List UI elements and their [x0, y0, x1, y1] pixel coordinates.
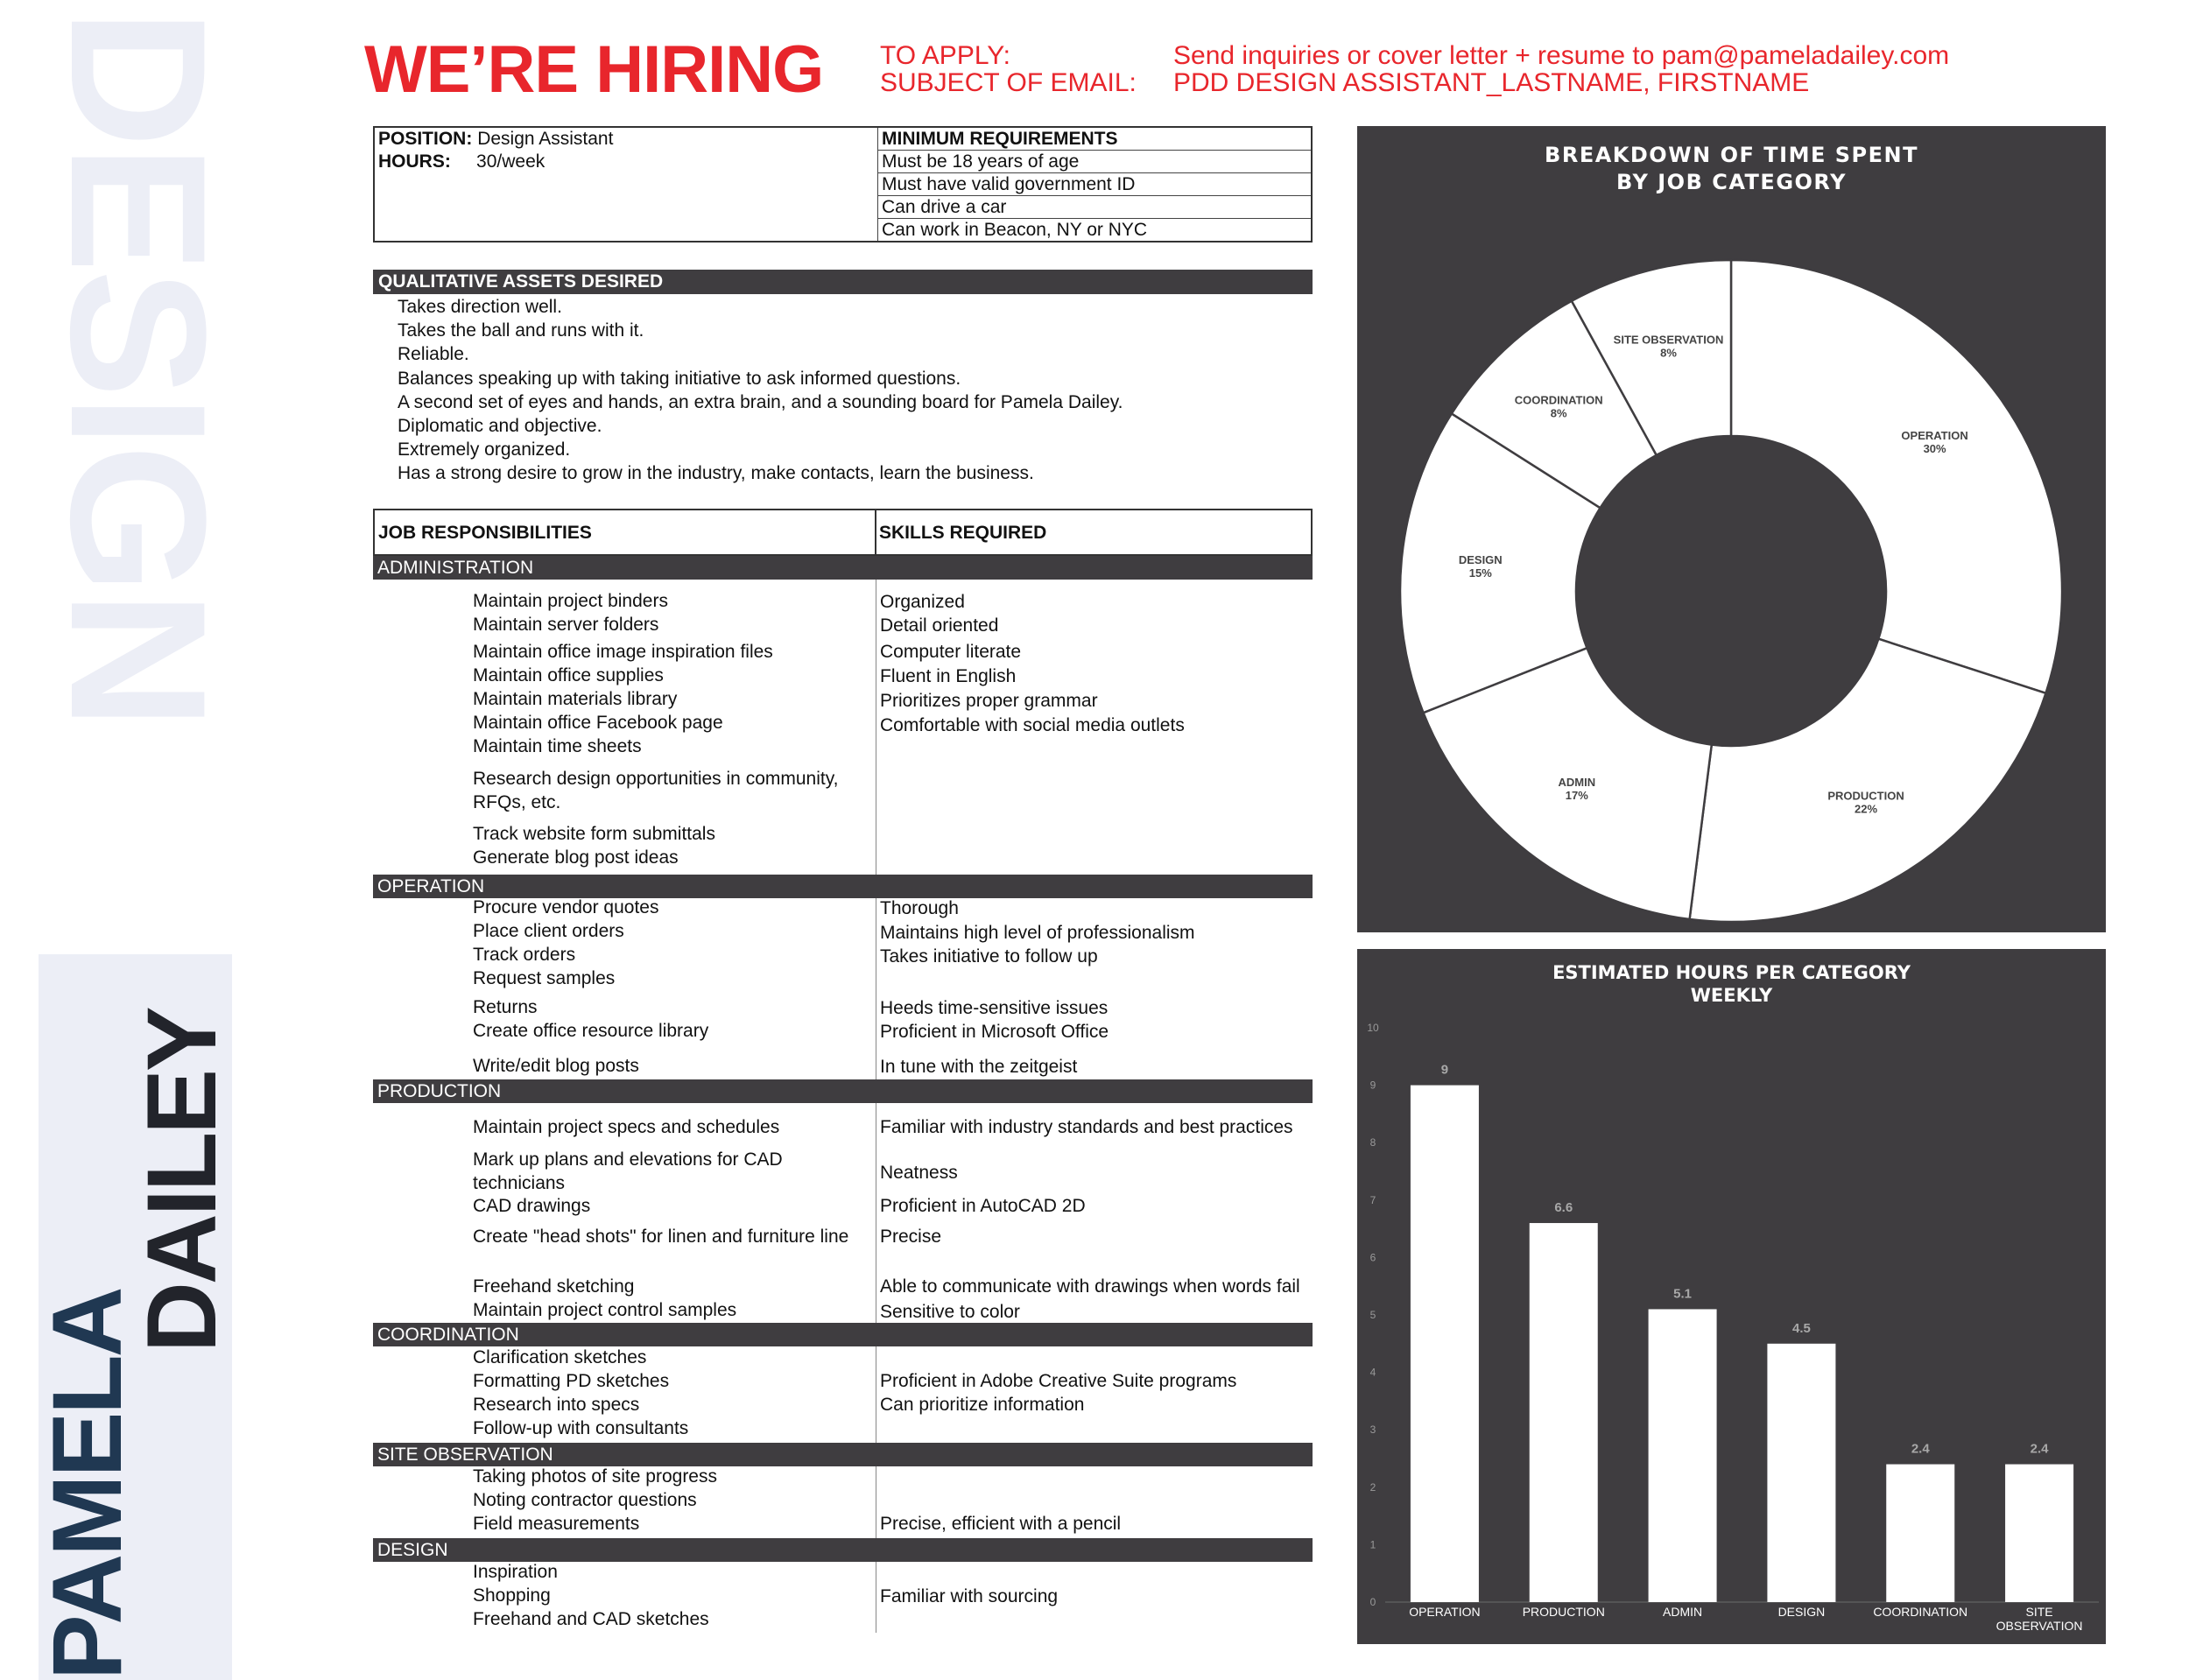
- x-tick-label: OPERATION: [1409, 1605, 1481, 1619]
- responsibility-item: Maintain project binders: [473, 591, 668, 611]
- min-req-header: MINIMUM REQUIREMENTS: [878, 127, 1313, 151]
- brand-column: [0, 0, 246, 1680]
- responsibilities-header: [373, 509, 1313, 556]
- requirement-item: Must have valid government ID: [878, 173, 1313, 196]
- skill-item: Familiar with sourcing: [880, 1586, 1059, 1606]
- skill-item: Can prioritize information: [880, 1395, 1085, 1415]
- responsibility-item: technicians: [473, 1173, 566, 1193]
- responsibility-item: Write/edit blog posts: [473, 1056, 639, 1076]
- responsibility-item: Maintain time sheets: [473, 736, 642, 756]
- requirement-item: Must be 18 years of age: [878, 151, 1313, 173]
- list-item: Diplomatic and objective.: [398, 416, 602, 437]
- responsibility-item: Shopping: [473, 1585, 551, 1606]
- responsibility-item: Procure vendor quotes: [473, 897, 659, 917]
- responsibility-item: Freehand sketching: [473, 1276, 635, 1297]
- skill-item: Proficient in AutoCAD 2D: [880, 1196, 1086, 1216]
- responsibility-item: Mark up plans and elevations for CAD: [473, 1149, 783, 1170]
- list-item: A second set of eyes and hands, an extra brain, and a sounding board for Pamela Dailey.: [398, 391, 1123, 412]
- donut-category-label: PRODUCTION: [1827, 789, 1904, 803]
- section-site-observation: SITE OBSERVATION: [373, 1443, 1313, 1466]
- donut-percent-label: 15%: [1468, 566, 1492, 580]
- skill-item: Familiar with industry standards and best practices: [880, 1117, 1293, 1137]
- y-tick-label: 5: [1369, 1309, 1376, 1321]
- y-tick-label: 9: [1369, 1079, 1376, 1092]
- hours-value: 30/week: [476, 151, 545, 172]
- bar-chart: [1357, 949, 2106, 1644]
- hours-cell: [374, 151, 878, 173]
- x-tick-label: ADMIN: [1663, 1605, 1703, 1619]
- qualitative-list: [398, 295, 1123, 486]
- position-value: Design Assistant: [477, 128, 614, 149]
- responsibility-item: Maintain project control samples: [473, 1300, 737, 1320]
- skill-item: Maintains high level of professionalism: [880, 923, 1195, 943]
- responsibility-item: RFQs, etc.: [473, 792, 561, 812]
- x-tick-label: DESIGN: [1777, 1605, 1826, 1619]
- y-tick-label: 0: [1369, 1596, 1376, 1608]
- responsibilities-header-right: SKILLS REQUIRED: [879, 523, 1047, 543]
- header-divider: [875, 510, 876, 556]
- responsibility-item: Freehand and CAD sketches: [473, 1609, 709, 1629]
- donut-percent-label: 30%: [1923, 442, 1946, 456]
- responsibility-item: Noting contractor questions: [473, 1490, 697, 1510]
- bar-value-label: 9: [1440, 1062, 1449, 1078]
- apply-values: [1173, 42, 1949, 96]
- y-tick-label: 1: [1369, 1538, 1376, 1551]
- skill-item: Organized: [880, 592, 965, 612]
- page-title: WE’RE HIRING: [364, 32, 824, 107]
- donut-title-line: BY JOB CATEGORY: [1616, 170, 1847, 194]
- skill-item: Detail oriented: [880, 615, 999, 636]
- skill-item: Takes initiative to follow up: [880, 946, 1098, 967]
- y-tick-label: 2: [1369, 1480, 1376, 1494]
- donut-hole: [1576, 436, 1886, 746]
- y-tick-label: 7: [1369, 1193, 1376, 1206]
- skill-item: Proficient in Microsoft Office: [880, 1022, 1109, 1042]
- bar-value-label: 2.4: [2030, 1441, 2049, 1457]
- responsibility-item: Generate blog post ideas: [473, 847, 679, 868]
- skill-item: Sensitive to color: [880, 1302, 1020, 1322]
- bar-value-label: 2.4: [1911, 1441, 1930, 1457]
- y-tick-label: 6: [1369, 1251, 1376, 1264]
- hours-label: HOURS:: [378, 151, 451, 172]
- responsibility-item: Create office resource library: [473, 1021, 709, 1041]
- skill-item: Thorough: [880, 898, 959, 918]
- brand-design-word: DESIGN: [31, 9, 246, 727]
- skill-item: Proficient in Adobe Creative Suite programs: [880, 1371, 1237, 1391]
- bar-chart-panel: [1357, 949, 2106, 1644]
- y-tick-label: 8: [1369, 1136, 1376, 1149]
- skill-item: Neatness: [880, 1163, 958, 1183]
- donut-chart-panel: [1357, 126, 2106, 932]
- donut-percent-label: 17%: [1565, 789, 1588, 803]
- section-coordination: COORDINATION: [373, 1323, 1313, 1346]
- skill-item: Prioritizes proper grammar: [880, 691, 1098, 711]
- responsibility-item: Follow-up with consultants: [473, 1418, 689, 1438]
- responsibility-item: Research design opportunities in community,: [473, 769, 839, 789]
- responsibility-item: Inspiration: [473, 1562, 558, 1582]
- donut-category-label: SITE OBSERVATION: [1613, 333, 1724, 347]
- position-table: [373, 126, 1313, 243]
- y-tick-label: 3: [1369, 1423, 1376, 1437]
- responsibilities-header-left: JOB RESPONSIBILITIES: [378, 523, 592, 543]
- position-label: POSITION:: [378, 128, 473, 149]
- y-tick-label: 10: [1367, 1022, 1379, 1034]
- responsibility-item: Maintain materials library: [473, 689, 678, 709]
- apply-labels: [880, 42, 1137, 96]
- x-tick-label: COORDINATION: [1873, 1605, 1968, 1619]
- donut-category-label: OPERATION: [1901, 429, 1968, 443]
- responsibility-item: Request samples: [473, 968, 616, 988]
- bar-title-line: ESTIMATED HOURS PER CATEGORY: [1552, 962, 1911, 983]
- subject-label: SUBJECT OF EMAIL:: [880, 68, 1137, 97]
- bar-operation: [1411, 1086, 1479, 1602]
- responsibility-item: Maintain office image inspiration files: [473, 642, 773, 662]
- bar-admin: [1649, 1309, 1717, 1602]
- list-item: Takes direction well.: [398, 297, 562, 317]
- responsibility-item: Place client orders: [473, 921, 624, 941]
- responsibility-item: Maintain office Facebook page: [473, 713, 723, 733]
- responsibility-item: Track orders: [473, 945, 576, 965]
- donut-percent-label: 8%: [1550, 406, 1567, 420]
- bar-value-label: 6.6: [1554, 1200, 1573, 1216]
- responsibility-item: Maintain server folders: [473, 615, 659, 635]
- email-subject-format: PDD DESIGN ASSISTANT_LASTNAME, FIRSTNAME: [1173, 68, 1810, 97]
- apply-label: TO APPLY:: [880, 41, 1010, 70]
- responsibility-item: Maintain project specs and schedules: [473, 1117, 780, 1137]
- requirement-item: Can work in Beacon, NY or NYC: [878, 219, 1313, 243]
- responsibility-item: Formatting PD sketches: [473, 1371, 670, 1391]
- skill-item: Precise, efficient with a pencil: [880, 1514, 1122, 1534]
- responsibility-item: Maintain office supplies: [473, 665, 664, 685]
- x-tick-label: OBSERVATION: [1995, 1619, 2083, 1633]
- responsibility-item: Returns: [473, 997, 538, 1017]
- donut-chart: [1357, 126, 2106, 932]
- donut-title-line: BREAKDOWN OF TIME SPENT: [1545, 143, 1918, 167]
- responsibility-item: Research into specs: [473, 1395, 640, 1415]
- donut-category-label: COORDINATION: [1514, 393, 1603, 407]
- x-tick-label: PRODUCTION: [1522, 1605, 1605, 1619]
- responsibility-item: Field measurements: [473, 1514, 640, 1534]
- apply-instructions: Send inquiries or cover letter + resume to pam@pameladailey.com: [1173, 41, 1950, 70]
- bar-value-label: 5.1: [1673, 1286, 1693, 1302]
- brand-last-name: DAILEY: [127, 1009, 236, 1353]
- list-item: Balances speaking up with taking initiative to ask informed questions.: [398, 368, 961, 389]
- x-tick-label: SITE: [2025, 1605, 2053, 1619]
- skill-item: Comfortable with social media outlets: [880, 715, 1185, 735]
- section-operation: OPERATION: [373, 875, 1313, 898]
- skill-item: Computer literate: [880, 642, 1022, 662]
- donut-percent-label: 8%: [1660, 346, 1677, 360]
- skill-item: In tune with the zeitgeist: [880, 1057, 1078, 1077]
- qualitative-header: QUALITATIVE ASSETS DESIRED: [373, 270, 1313, 294]
- brand-first-name: PAMELA: [32, 1289, 142, 1680]
- donut-category-label: ADMIN: [1558, 776, 1596, 790]
- requirement-item: Can drive a car: [878, 196, 1313, 219]
- responsibility-item: Create "head shots" for linen and furniture line: [473, 1227, 849, 1247]
- list-item: Has a strong desire to grow in the industry, make contacts, learn the business.: [398, 463, 1034, 484]
- responsibility-item: CAD drawings: [473, 1196, 591, 1216]
- responsibility-item: Taking photos of site progress: [473, 1466, 717, 1487]
- bar-site-observation: [2005, 1465, 2073, 1602]
- list-item: Reliable.: [398, 344, 469, 365]
- bar-coordination: [1886, 1465, 1954, 1602]
- donut-category-label: DESIGN: [1458, 552, 1503, 566]
- bar-design: [1767, 1344, 1835, 1602]
- donut-percent-label: 22%: [1855, 802, 1878, 816]
- list-item: Extremely organized.: [398, 439, 571, 460]
- section-production: PRODUCTION: [373, 1079, 1313, 1103]
- bar-value-label: 4.5: [1791, 1320, 1811, 1336]
- section-administration: ADMINISTRATION: [373, 556, 1313, 580]
- bar-title-line: WEEKLY: [1690, 985, 1773, 1006]
- skill-item: Fluent in English: [880, 666, 1017, 686]
- responsibility-item: Track website form submittals: [473, 824, 715, 844]
- y-tick-label: 4: [1369, 1366, 1376, 1379]
- position-cell: [374, 127, 878, 151]
- skill-item: Able to communicate with drawings when words fail: [880, 1276, 1300, 1297]
- section-design: DESIGN: [373, 1538, 1313, 1562]
- skill-item: Heeds time-sensitive issues: [880, 998, 1109, 1018]
- responsibility-item: Clarification sketches: [473, 1347, 647, 1367]
- skill-item: Precise: [880, 1227, 942, 1247]
- list-item: Takes the ball and runs with it.: [398, 320, 644, 341]
- bar-production: [1530, 1223, 1598, 1602]
